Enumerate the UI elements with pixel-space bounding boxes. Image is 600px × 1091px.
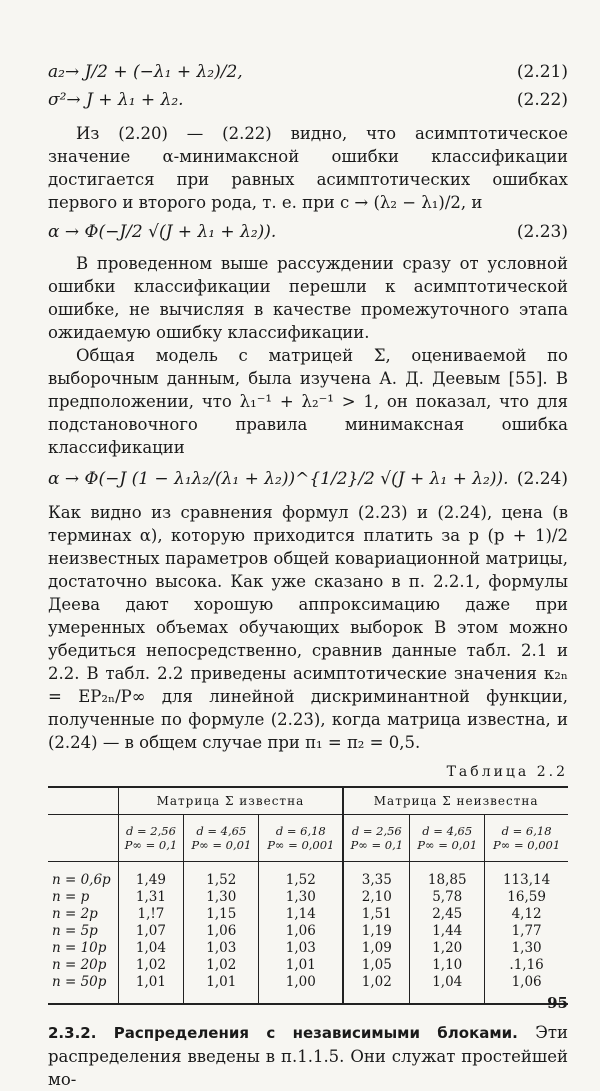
row-label: n = 0,6p (52, 872, 111, 888)
paragraph-reasoning: В проведенном выше рассуждении сразу от условной ошибки классификации перешли к асимптотической ошибке, не вычисляя в качестве промежуточного этапа ожидаемую ошибку классификации. (48, 254, 568, 342)
table-row (48, 872, 568, 889)
table-param-header (410, 815, 485, 862)
table-cell: 18,85 (410, 872, 485, 889)
param-p: P∞ = 0,001 (493, 838, 561, 852)
table-cell: 1,03 (259, 940, 344, 957)
table-cell: 1,02 (184, 957, 259, 974)
table-row (48, 923, 568, 940)
table-cell: 1,01 (118, 974, 184, 991)
param-d: d = 4,65 (422, 824, 473, 838)
table-cell: 2,10 (343, 889, 410, 906)
equation-2-22 (48, 86, 568, 114)
table-cell: 3,35 (343, 872, 410, 889)
row-label: n = 50p (52, 974, 107, 990)
table-label: Таблица 2.2 (446, 764, 568, 780)
table-cell: 1,30 (184, 889, 259, 906)
paragraph-comparison: Как видно из сравнения формул (2.23) и (2.24), цена (в терминах α), которую приходится платить за p (p + 1)/2 неизвестных параметров общей ковариационной матрицы, достаточно высока. Как уже сказано в п. 2.2.1, формулы Деева дают хорошую аппроксимацию даже при умеренных объемах обучающих выборок В этом можно убедиться непосредственно, сравнив данные табл. 2.1 и 2.2. В табл. 2.2 приведены асимптотические значения κ₂ₙ = EP₂ₙ/P∞ для линейной дискриминантной функции, полученные по формуле (2.23), когда матрица известна, и (2.24) — в общем случае при π₁ = π₂ = 0,5. (48, 503, 568, 752)
table-cell: 1,04 (410, 974, 485, 991)
table-corner (48, 788, 118, 815)
table-param-header (184, 815, 259, 862)
param-d: d = 6,18 (275, 824, 326, 838)
table-cell: 1,06 (259, 923, 344, 940)
row-label: n = 2p (52, 906, 98, 922)
paragraph-general-model: Общая модель с матрицей Σ, оцениваемой по выборочным данным, была изучена А. Д. Деевым [55]. В предположении, что λ₁⁻¹ + λ₂⁻¹ > 1, он показал, что для подстановочного правила минимаксная ошибка классификации (48, 346, 568, 457)
table-cell: 1,07 (118, 923, 184, 940)
equation-formula: σ²→ J + λ₁ + λ₂. (48, 90, 184, 110)
equation-2-21 (48, 58, 568, 86)
table-group-header-known: Матрица Σ известна (118, 788, 343, 815)
table-cell: 113,14 (485, 872, 568, 889)
param-p: P∞ = 0,1 (350, 838, 404, 852)
table-cell: 1,51 (343, 906, 410, 923)
table-cell: 1,49 (118, 872, 184, 889)
table-cell: 16,59 (485, 889, 568, 906)
table-param-header (118, 815, 184, 862)
param-p: P∞ = 0,001 (267, 838, 335, 852)
table-cell: 1,77 (485, 923, 568, 940)
table-row (48, 974, 568, 991)
table-cell: 1,02 (343, 974, 410, 991)
section-text: Эти распределения введены в п.1.1.5. Они служат простейшей мо- (48, 1022, 568, 1089)
table-cell: 1,02 (118, 957, 184, 974)
table-cell: 1,03 (184, 940, 259, 957)
table-cell: 1,52 (184, 872, 259, 889)
table-2-2 (48, 786, 568, 1005)
paragraph-asymptotic-error: Из (2.20) — (2.22) видно, что асимптотическое значение α-минимаксной ошибки классификации достигается при равных асимптотических ошибках первого и второго рода, т. е. при c → (λ₂ − λ₁)/2, и (48, 124, 568, 212)
table-cell: 1,30 (485, 940, 568, 957)
table-cell: 2,45 (410, 906, 485, 923)
table-cell: 1,44 (410, 923, 485, 940)
table-cell: 1,06 (485, 974, 568, 991)
table-cell: 1,19 (343, 923, 410, 940)
equation-number: (2.23) (516, 222, 568, 242)
table-cell: 1,14 (259, 906, 344, 923)
param-d: d = 4,65 (196, 824, 247, 838)
param-p: P∞ = 0,01 (191, 838, 252, 852)
table-cell: 1,06 (184, 923, 259, 940)
equation-2-23 (48, 218, 568, 246)
table-row (48, 940, 568, 957)
table-cell: 1,05 (343, 957, 410, 974)
param-d: d = 2,56 (125, 824, 176, 838)
table-param-header (259, 815, 344, 862)
table-cell: 1,09 (343, 940, 410, 957)
param-d: d = 6,18 (501, 824, 552, 838)
equation-formula: α → Φ(−J/2 √(J + λ₁ + λ₂)). (48, 222, 277, 242)
equation-number: (2.21) (516, 62, 568, 82)
table-cell: 1,30 (259, 889, 344, 906)
equation-number: (2.22) (516, 90, 568, 110)
equation-formula: α → Φ(−J (1 − λ₁λ₂/(λ₁ + λ₂))^{1/2}/2 √(J + λ₁ + λ₂)). (48, 469, 509, 489)
table-cell: .1,16 (485, 957, 568, 974)
section-heading: 2.3.2. Распределения с независимыми блоками. (48, 1023, 518, 1042)
param-p: P∞ = 0,01 (417, 838, 478, 852)
param-d: d = 2,56 (351, 824, 402, 838)
equation-formula: a₂→ J/2 + (−λ₁ + λ₂)/2, (48, 62, 243, 82)
table-param-header (485, 815, 568, 862)
table-row (48, 957, 568, 974)
row-label: n = 20p (52, 957, 107, 973)
table-cell: 1,15 (184, 906, 259, 923)
table-row (48, 906, 568, 923)
document-page (48, 58, 568, 1091)
row-label: n = 10p (52, 940, 107, 956)
table-cell: 1,04 (118, 940, 184, 957)
table-cell: 1,10 (410, 957, 485, 974)
table-cell: 5,78 (410, 889, 485, 906)
table-cell: 1,52 (259, 872, 344, 889)
page-number: 95 (547, 994, 568, 1012)
table-param-header (343, 815, 410, 862)
table-cell: 1,31 (118, 889, 184, 906)
table-cell: 1,01 (184, 974, 259, 991)
row-label: n = 5p (52, 923, 98, 939)
table-cell: 1,00 (259, 974, 344, 991)
table-row (48, 889, 568, 906)
param-p: P∞ = 0,1 (124, 838, 178, 852)
table-cell: 4,12 (485, 906, 568, 923)
equation-number: (2.24) (516, 469, 568, 489)
table-group-header-unknown: Матрица Σ неизвестна (343, 788, 568, 815)
table-corner (48, 815, 118, 862)
equation-2-24 (48, 465, 568, 493)
table-cell: 1,01 (259, 957, 344, 974)
row-label: n = p (52, 889, 90, 905)
table-cell: 1,20 (410, 940, 485, 957)
table-cell: 1,!7 (118, 906, 184, 923)
section-2-3-2 (48, 1021, 568, 1091)
